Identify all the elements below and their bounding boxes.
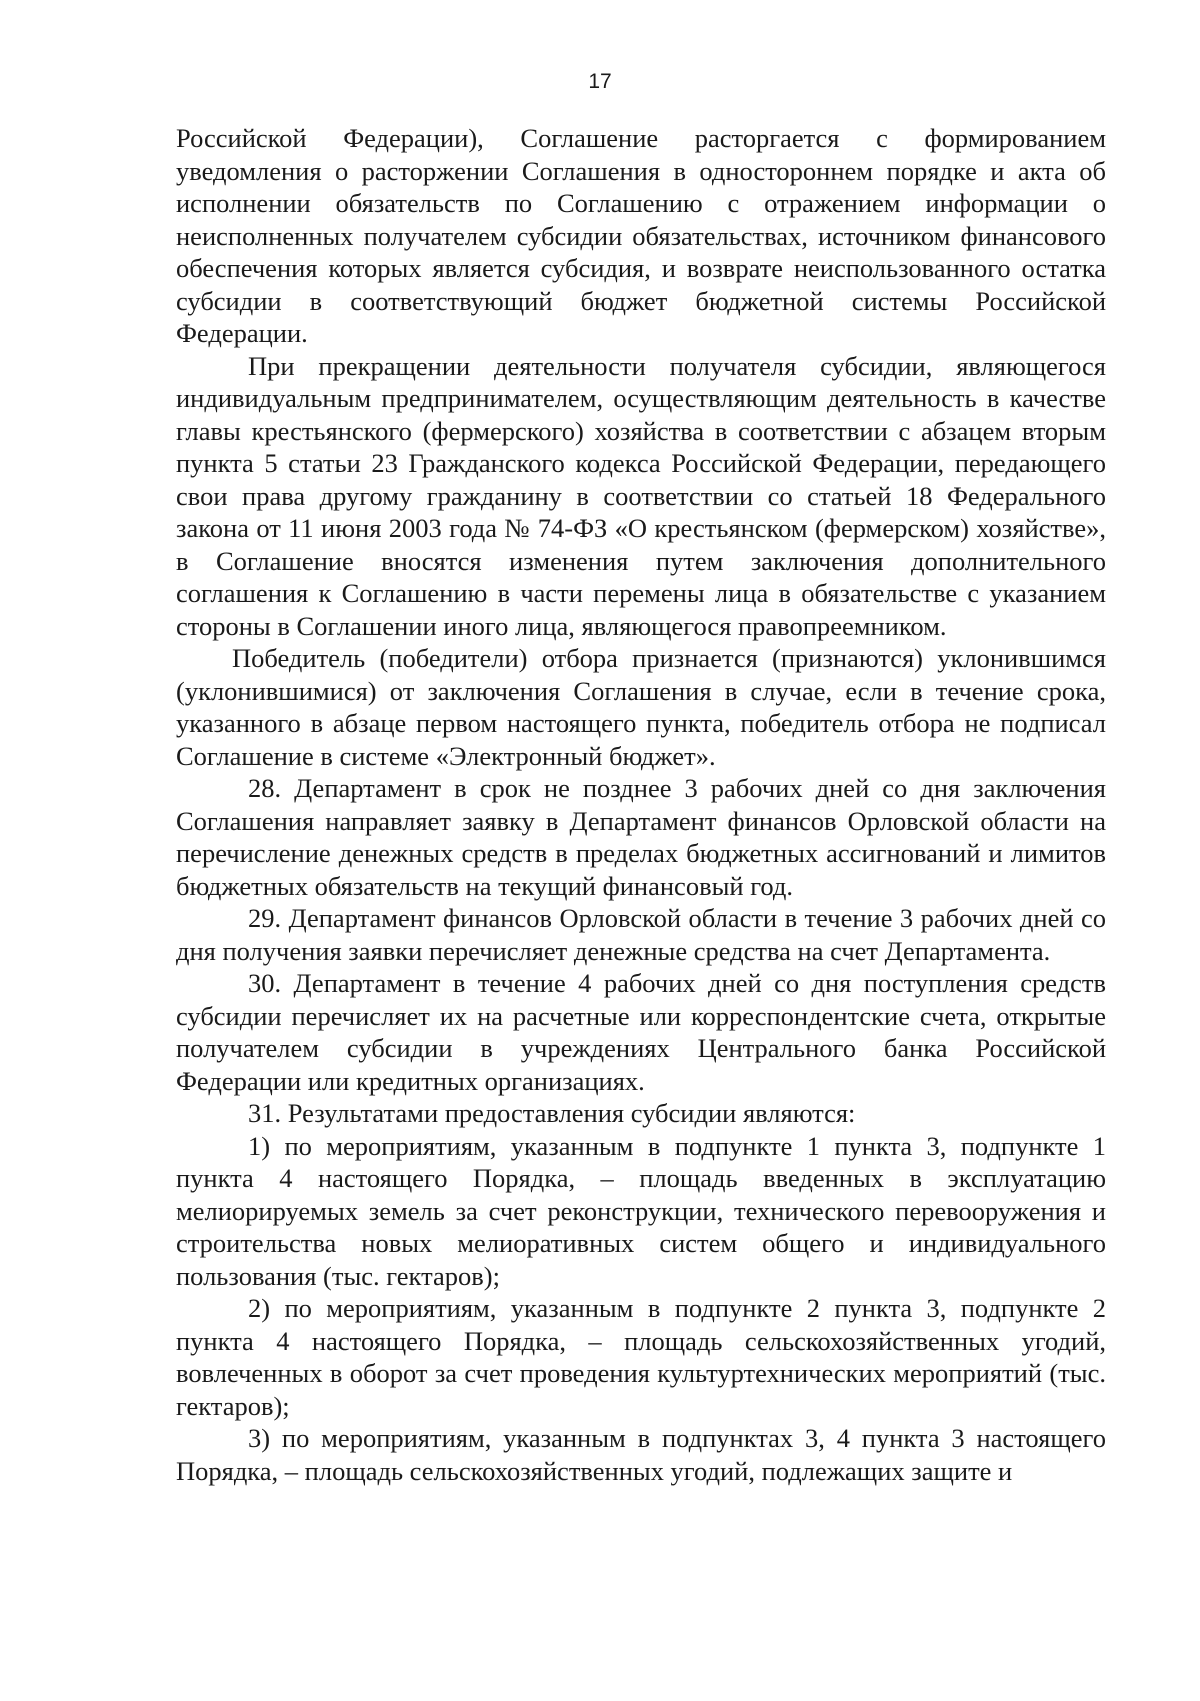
paragraph-item-29: 29. Департамент финансов Орловской области в течение 3 рабочих дней со дня получения заявки перечисляет денежные средства на счет Департамента. xyxy=(176,903,1106,966)
paragraph-subitem-2: 2) по мероприятиям, указанным в подпункте 2 пункта 3, подпункте 2 пункта 4 настоящего Порядка, – площадь сельскохозяйственных угодий, вовлеченных в оборот за счет проведения культуртехнических мероприятий (тыс. гектаров); xyxy=(176,1293,1106,1421)
paragraph-subitem-1: 1) по мероприятиям, указанным в подпункте 1 пункта 3, подпункте 1 пункта 4 настоящего Порядка, – площадь введенных в эксплуатацию мелиорируемых земель за счет реконструкции, технического перевооружения и строительства новых мелиоративных систем общего и индивидуального пользования (тыс. гектаров); xyxy=(176,1130,1106,1291)
paragraph-item-31: 31. Результатами предоставления субсидии являются: xyxy=(248,1098,856,1128)
page-number: 17 xyxy=(588,70,612,93)
paragraph-winner-evasion: Победитель (победители) отбора признается (признаются) уклонившимся (уклонившимися) от заключения Соглашения в случае, если в течение срока, указанного в абзаце первом настоящего пункта, победитель отбора не подписал Соглашение в системе «Электронный бюджет». xyxy=(176,643,1106,771)
paragraph-item-30: 30. Департамент в течение 4 рабочих дней со дня поступления средств субсидии перечисляет их на расчетные или корреспондентские счета, открытые получателем субсидии в учреждениях Центрального банка Российской Федерации или кредитных организациях. xyxy=(176,968,1106,1096)
paragraph-termination-of-activity: При прекращении деятельности получателя субсидии, являющегося индивидуальным предпринимателем, осуществляющим деятельность в качестве главы крестьянского (фермерского) хозяйства в соответствии с абзацем вторым пункта 5 статьи 23 Гражданского кодекса Российской Федерации, передающего свои права другому гражданину в соответствии со статьей 18 Федерального закона от 11 июня 2003 года № 74-ФЗ «О крестьянском (фермерском) хозяйстве», в Соглашение вносятся изменения путем заключения дополнительного соглашения к Соглашению в части перемены лица в обязательстве с указанием стороны в Соглашении иного лица, являющегося правопреемником. xyxy=(176,350,1106,641)
paragraph-item-28: 28. Департамент в срок не позднее 3 рабочих дней со дня заключения Соглашения направляет заявку в Департамент финансов Орловской области на перечисление денежных средств в пределах бюджетных ассигнований и лимитов бюджетных обязательств на текущий финансовый год. xyxy=(176,773,1106,901)
document-body xyxy=(176,122,1106,1487)
paragraph-subitem-3: 3) по мероприятиям, указанным в подпунктах 3, 4 пункта 3 настоящего Порядка, – площадь сельскохозяйственных угодий, подлежащих защите и xyxy=(176,1423,1106,1486)
paragraph-continuation: Российской Федерации), Соглашение расторгается с формированием уведомления о расторжении Соглашения в одностороннем порядке и акта об исполнении обязательств по Соглашению с отражением информации о неисполненных получателем субсидии обязательствах, источником финансового обеспечения которых является субсидия, и возврате неиспользованного остатка субсидии в соответствующий бюджет бюджетной системы Российской Федерации. xyxy=(176,123,1106,348)
